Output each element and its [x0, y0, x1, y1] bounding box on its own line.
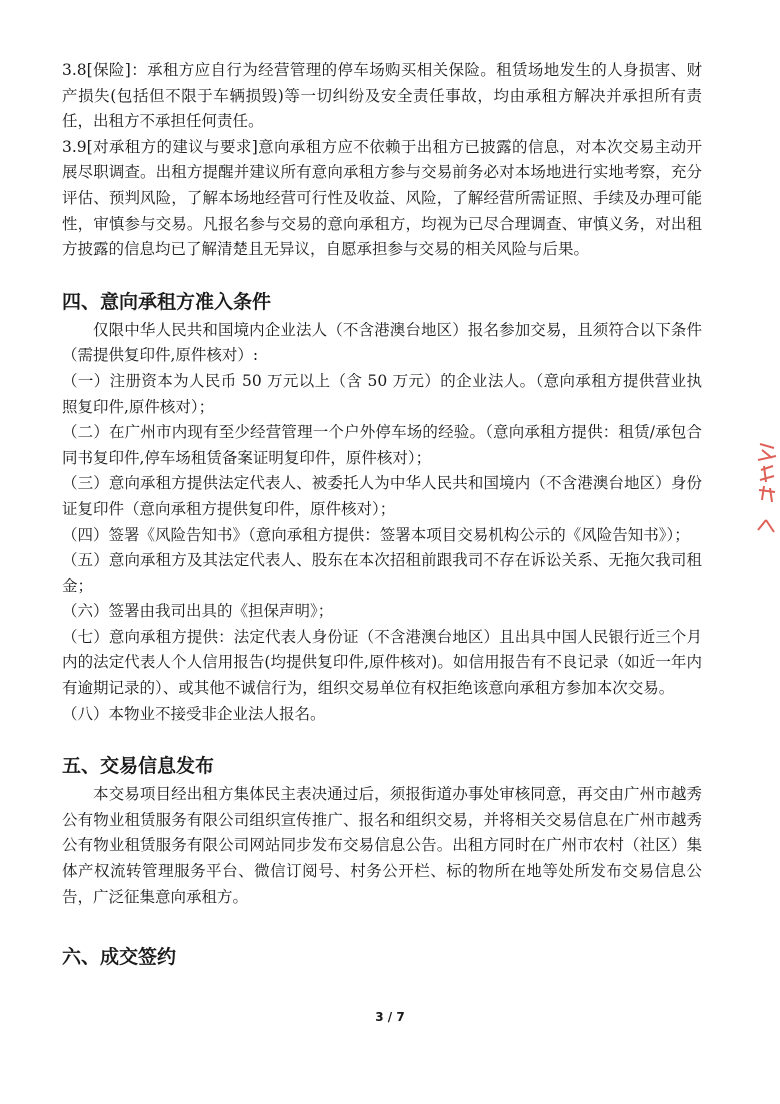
section-4-intro: 仅限中华人民共和国境内企业法人（不含港澳台地区）报名参加交易，且须符合以下条件（需提供复印件,原件核对）:: [62, 320, 702, 365]
clause-3-9: 3.9[对承租方的建议与要求]意向承租方应不依赖于出租方已披露的信息，对本次交易主动开展尽职调查。出租方提醒并建议所有意向承租方参与交易前务必对本场地进行实地考察，充分评估、预判风险，了解本场地经营可行性及收益、风险，了解经营所需证照、手续及办理可能性，审慎参与交易。凡报名参与交易的意向承租方，均视为已尽合理调查、审慎义务，对出租方披露的信息均已了解清楚且无异议，自愿承担参与交易的相关风险与后果。: [62, 137, 702, 259]
section-6-heading: 六、成交签约: [62, 946, 177, 969]
condition-item-3: （三）意向承租方提供法定代表人、被委托人为中华人民共和国境内（不含港澳台地区）身份证复印件（意向承租方提供复印件，原件核对）；: [62, 474, 702, 518]
condition-item-7: （七）意向承租方提供：法定代表人身份证（不含港澳台地区）且出具中国人民银行近三个月内的法定代表人个人信用报告(均提供复印件,原件核对)。如信用报告有不良记录（如近一年内有逾期记录的）、或其他不诚信行为，组织交易单位有权拒绝该意向承租方参加本次交易。: [62, 627, 702, 698]
condition-item-6: （六）签署由我司出具的《担保声明》；: [62, 602, 334, 621]
seam-seal-stamp-icon: [752, 436, 780, 536]
clause-3-8: 3.8[保险]：承租方应自行为经营管理的停车场购买相关保险。租赁场地发生的人身损害、财产损失(包括但不限于车辆损毁)等一切纠纷及安全责任事故，均由承租方解决并承担所有责任，出租方不承担任何责任。: [62, 61, 702, 131]
condition-item-1: （一）注册资本为人民币 50 万元以上（含 50 万元）的企业法人。（意向承租方提供营业执照复印件,原件核对）；: [62, 371, 702, 416]
condition-item-2: （二）在广州市内现有至少经营管理一个户外停车场的经验。（意向承租方提供：租赁/承包合同书复印件,停车场租赁备案证明复印件，原件核对）；: [62, 423, 702, 467]
section-5-heading: 五、交易信息发布: [62, 755, 215, 778]
condition-item-5: （五）意向承租方及其法定代表人、股东在本次招租前跟我司不存在诉讼关系、无拖欠我司租金；: [62, 551, 702, 595]
page-number: 3 / 7: [375, 1010, 405, 1024]
document-body: [62, 58, 702, 970]
condition-item-4: （四）签署《风险告知书》（意向承租方提供：签署本项目交易机构公示的《风险告知书》）；: [62, 525, 690, 544]
section-5-body: 本交易项目经出租方集体民主表决通过后，须报街道办事处审核同意，再交由广州市越秀公有物业租赁服务有限公司组织宣传推广、报名和组织交易，并将相关交易信息在广州市越秀公有物业租赁服务有限公司网站同步发布交易信息公告。出租方同时在广州市农村（社区）集体产权流转管理服务平台、微信订阅号、村务公开栏、标的物所在地等处所发布交易信息公告，广泛征集意向承租方。: [62, 785, 702, 906]
section-4-heading: 四、意向承租方准入条件: [62, 290, 272, 313]
condition-item-8: （八）本物业不接受非企业法人报名。: [62, 704, 326, 723]
